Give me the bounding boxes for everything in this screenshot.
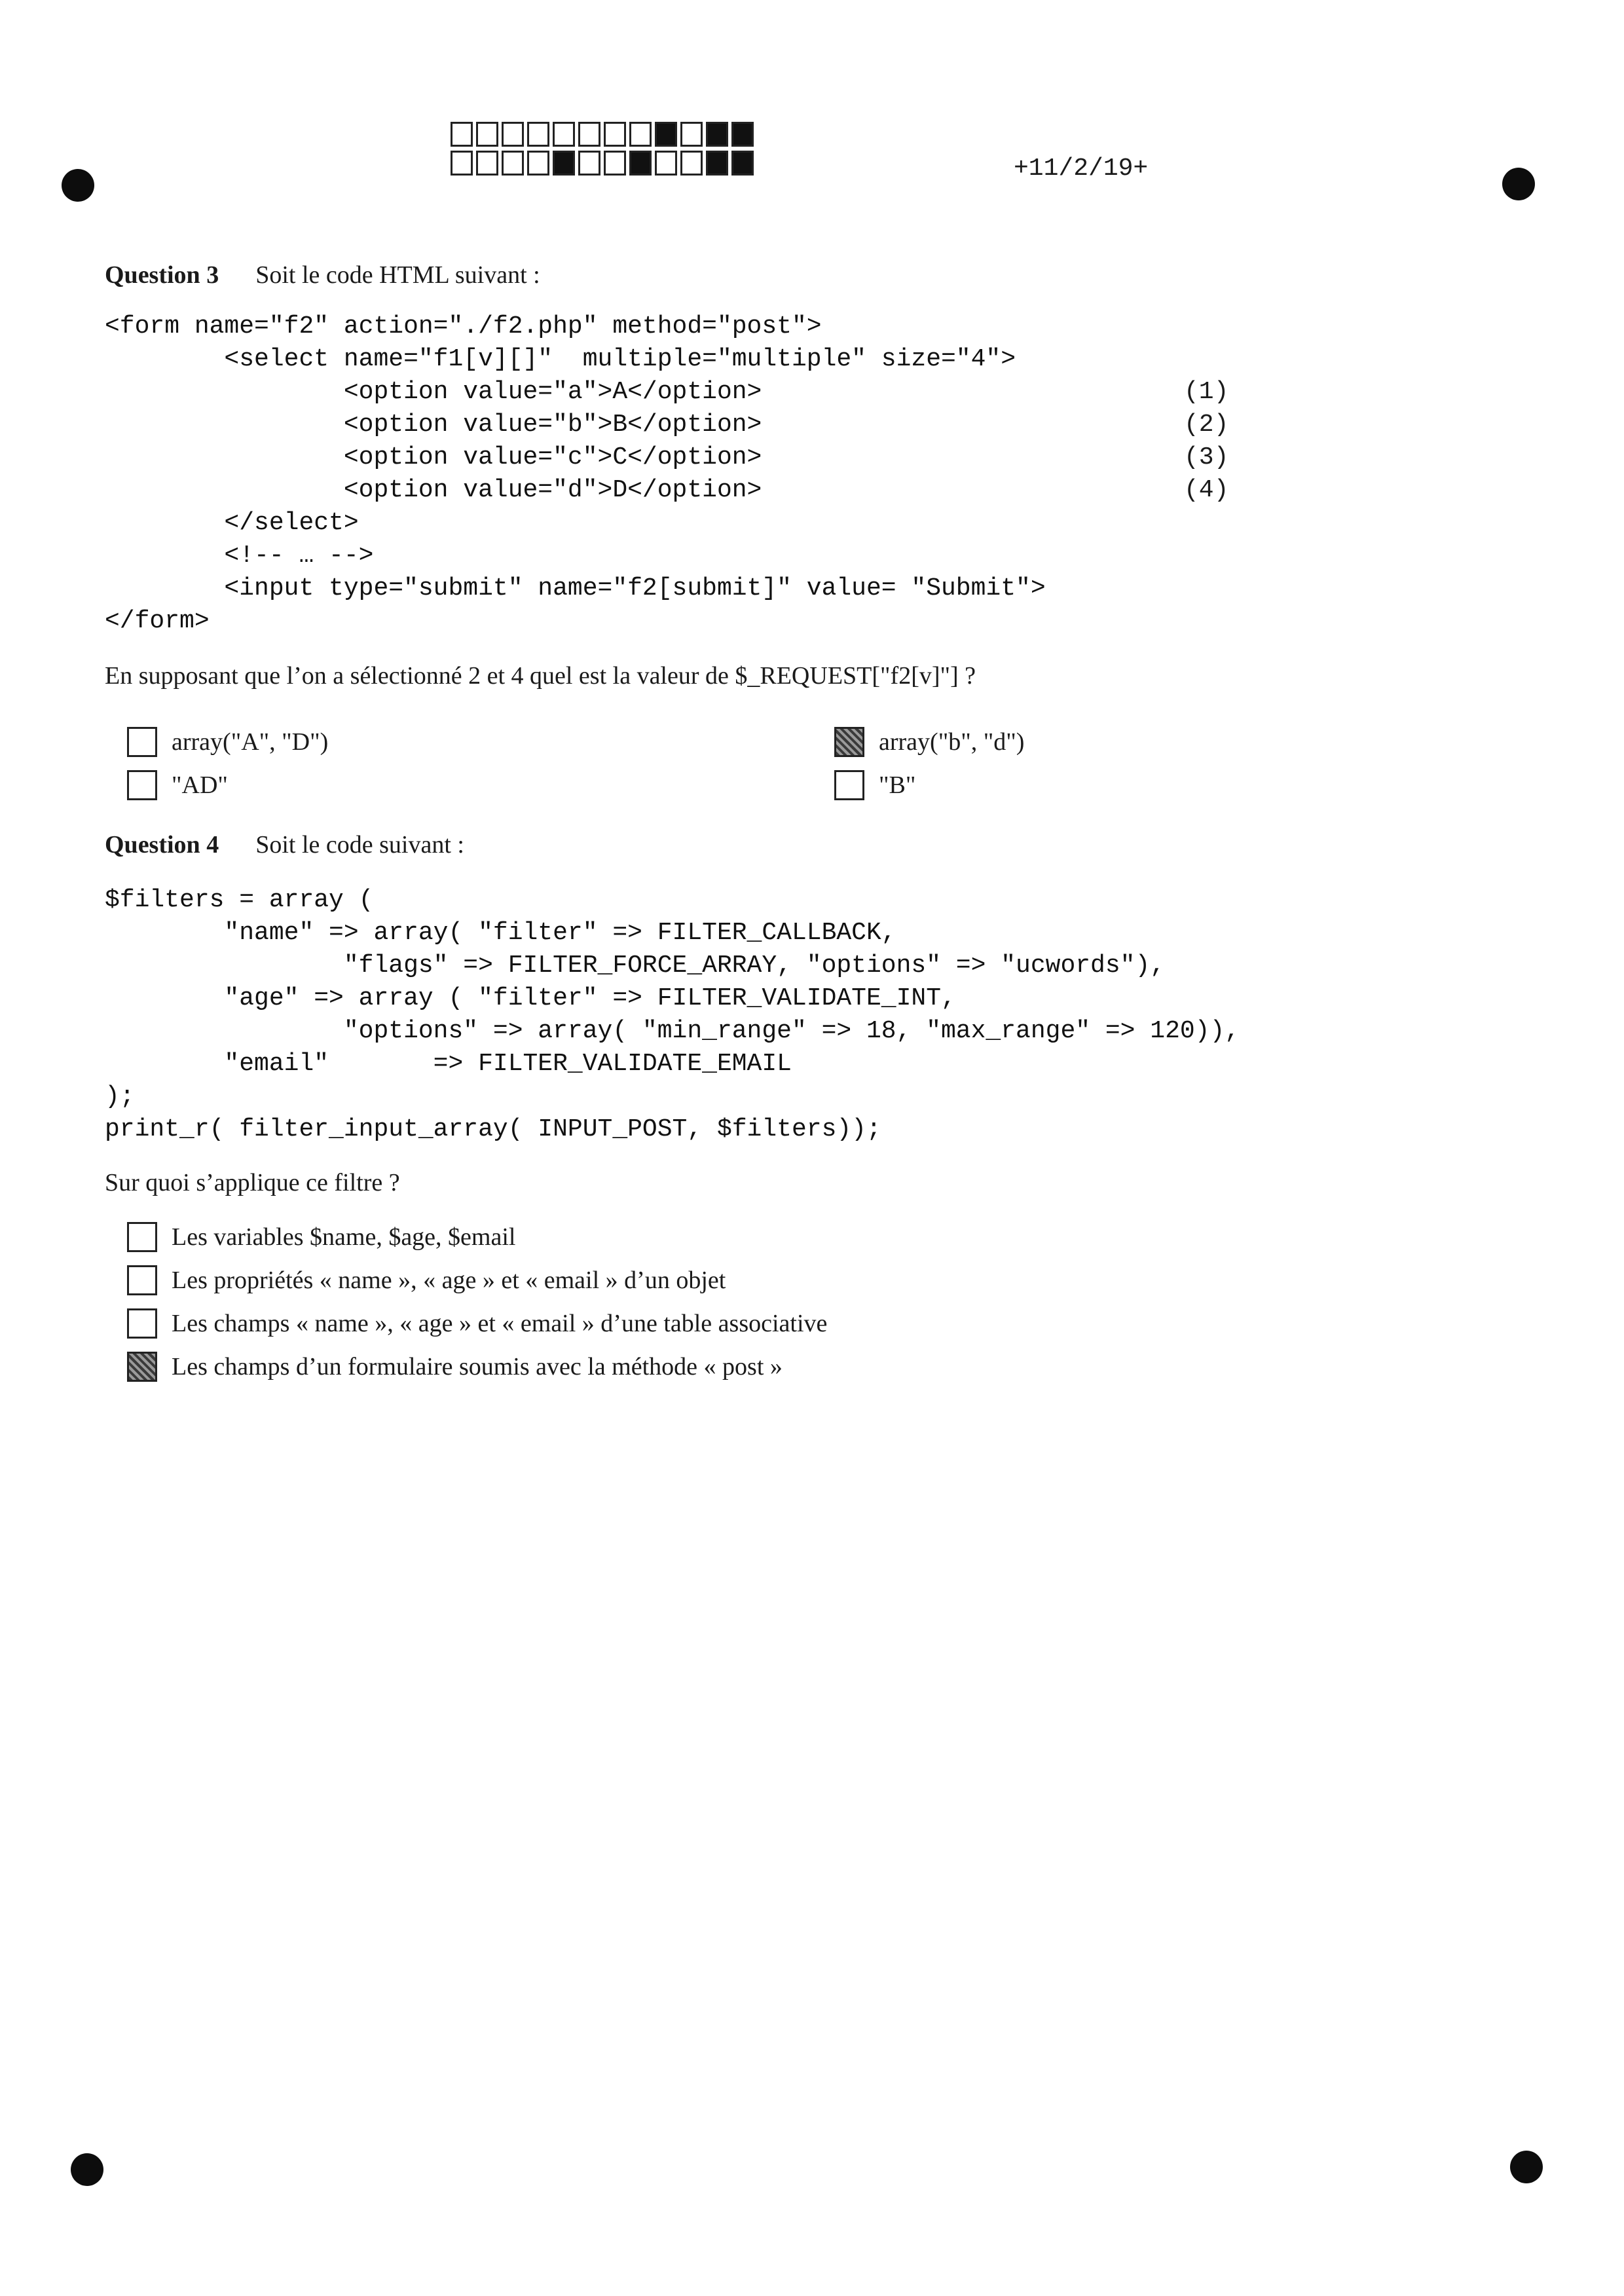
barcode-cell xyxy=(578,122,600,147)
question4-intro: Soit le code suivant : xyxy=(255,831,464,859)
line-number: (3) xyxy=(1184,443,1229,472)
barcode-cell xyxy=(451,122,473,147)
checkbox-icon[interactable] xyxy=(127,1222,157,1252)
code-line: "name" => array( "filter" => FILTER_CALLBACK, xyxy=(105,919,896,947)
code-line: <select name="f1[v][]" multiple="multiple" size="4"> xyxy=(105,345,1016,373)
corner-mark-top-left xyxy=(62,169,94,202)
question4-code xyxy=(105,884,1240,1146)
page-barcode xyxy=(451,122,757,179)
barcode-cell xyxy=(655,151,677,176)
barcode-cell xyxy=(655,122,677,147)
page-id: +11/2/19+ xyxy=(1014,155,1149,183)
choice-label: "B" xyxy=(879,771,916,799)
barcode-cell xyxy=(604,122,626,147)
corner-mark-top-right xyxy=(1502,168,1535,200)
question4-choice-b[interactable] xyxy=(127,1265,726,1295)
checkbox-icon[interactable] xyxy=(127,1352,157,1382)
question4-choice-a[interactable] xyxy=(127,1222,515,1252)
question3-label: Question 3 xyxy=(105,261,219,289)
code-line: "age" => array ( "filter" => FILTER_VALIDATE_INT, xyxy=(105,984,956,1012)
barcode-cell xyxy=(706,122,728,147)
checkbox-icon[interactable] xyxy=(834,727,864,757)
question3-line-numbers xyxy=(1184,376,1228,507)
barcode-cell xyxy=(476,151,498,176)
barcode-cell xyxy=(451,151,473,176)
checkbox-icon[interactable] xyxy=(834,770,864,800)
barcode-row xyxy=(451,151,757,176)
code-line: print_r( filter_input_array( INPUT_POST, $filters)); xyxy=(105,1115,881,1143)
checkbox-icon[interactable] xyxy=(127,1265,157,1295)
checkbox-icon[interactable] xyxy=(127,727,157,757)
question4-prompt: Sur quoi s’applique ce filtre ? xyxy=(105,1169,400,1196)
barcode-cell xyxy=(476,122,498,147)
question3-code xyxy=(105,310,1046,638)
barcode-cell xyxy=(680,122,703,147)
code-line: "flags" => FILTER_FORCE_ARRAY, "options" => "ucwords"), xyxy=(105,952,1166,980)
question3-choice-b[interactable] xyxy=(834,727,1024,757)
barcode-cell xyxy=(629,151,652,176)
barcode-cell xyxy=(502,151,524,176)
barcode-cell xyxy=(502,122,524,147)
code-line: <form name="f2" action="./f2.php" method="post"> xyxy=(105,312,822,341)
barcode-cell xyxy=(629,122,652,147)
code-line: $filters = array ( xyxy=(105,886,374,914)
barcode-cell xyxy=(731,151,754,176)
code-line: "email" => FILTER_VALIDATE_EMAIL xyxy=(105,1050,792,1078)
code-line: <option value="a">A</option> xyxy=(105,378,762,406)
question3-intro: Soit le code HTML suivant : xyxy=(255,261,540,289)
barcode-cell xyxy=(553,151,575,176)
barcode-cell xyxy=(578,151,600,176)
question3-choice-a[interactable] xyxy=(127,727,328,757)
question3-heading xyxy=(105,261,540,289)
barcode-cell xyxy=(527,122,549,147)
code-line: "options" => array( "min_range" => 18, "max_range" => 120)), xyxy=(105,1017,1240,1045)
code-line: <input type="submit" name="f2[submit]" value= "Submit"> xyxy=(105,574,1046,602)
barcode-cell xyxy=(706,151,728,176)
line-number: (1) xyxy=(1184,378,1229,406)
barcode-row xyxy=(451,122,757,147)
choice-label: Les propriétés « name », « age » et « email » d’un objet xyxy=(172,1267,726,1294)
barcode-cell xyxy=(731,122,754,147)
code-line: <option value="d">D</option> xyxy=(105,476,762,504)
choice-label: array("b", "d") xyxy=(879,728,1025,756)
question4-choice-c[interactable] xyxy=(127,1308,827,1339)
question4-choice-d[interactable] xyxy=(127,1352,783,1382)
checkbox-icon[interactable] xyxy=(127,770,157,800)
choice-label: Les champs « name », « age » et « email » d’une table associative xyxy=(172,1310,828,1337)
checkbox-icon[interactable] xyxy=(127,1308,157,1339)
barcode-cell xyxy=(680,151,703,176)
question3-choice-d[interactable] xyxy=(834,770,915,800)
barcode-cell xyxy=(553,122,575,147)
choice-label: Les champs d’un formulaire soumis avec la méthode « post » xyxy=(172,1353,783,1380)
question4-heading xyxy=(105,830,464,859)
code-line: <option value="b">B</option> xyxy=(105,411,762,439)
barcode-cell xyxy=(604,151,626,176)
barcode-cell xyxy=(527,151,549,176)
code-line: <!-- … --> xyxy=(105,542,374,570)
line-number: (4) xyxy=(1184,476,1229,504)
choice-label: Les variables $name, $age, $email xyxy=(172,1223,516,1251)
code-line: <option value="c">C</option> xyxy=(105,443,762,472)
question3-prompt: En supposant que l’on a sélectionné 2 et 4 quel est la valeur de $_REQUEST["f2[v]"] ? xyxy=(105,662,976,690)
corner-mark-bottom-left xyxy=(71,2153,103,2186)
code-line: </form> xyxy=(105,607,210,635)
code-line: </select> xyxy=(105,509,359,537)
choice-label: "AD" xyxy=(172,771,228,799)
line-number: (2) xyxy=(1184,411,1229,439)
corner-mark-bottom-right xyxy=(1510,2151,1543,2183)
question4-label: Question 4 xyxy=(105,831,219,859)
choice-label: array("A", "D") xyxy=(172,728,329,756)
question3-choice-c[interactable] xyxy=(127,770,228,800)
code-line: ); xyxy=(105,1083,135,1111)
